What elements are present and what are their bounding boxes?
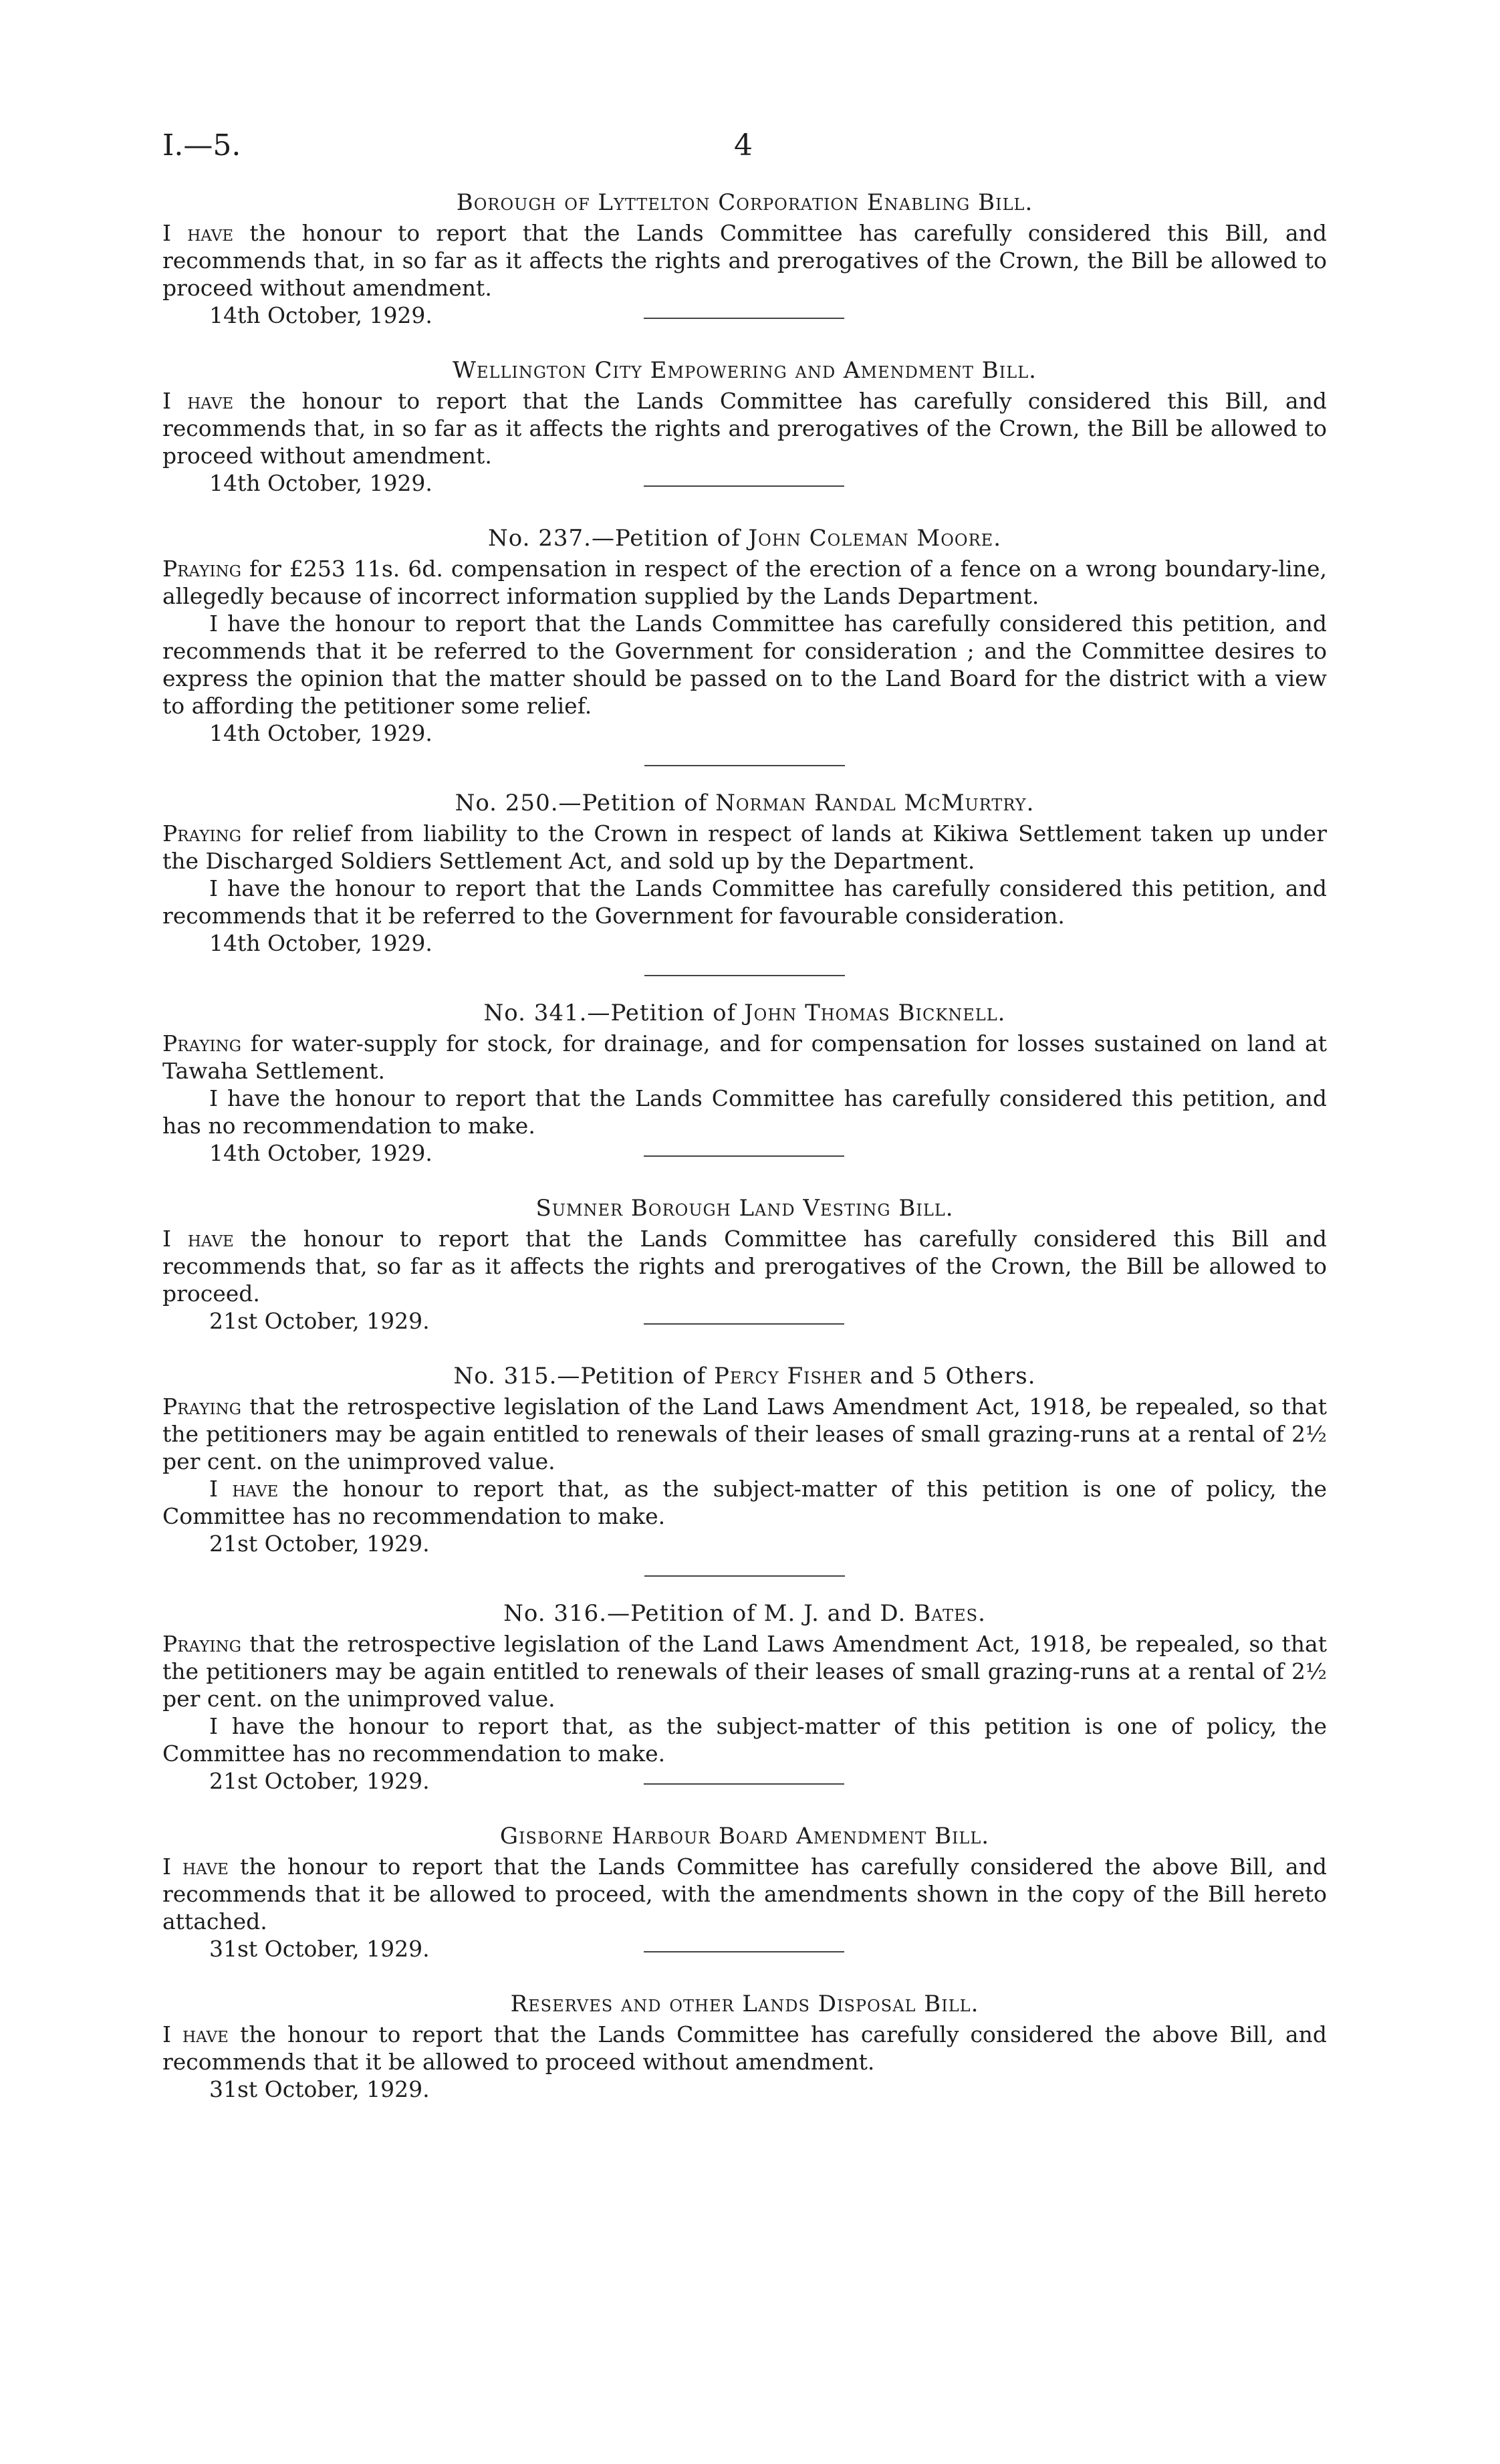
section-body — [162, 219, 1327, 302]
section-body — [162, 1030, 1327, 1085]
title-text: No. 250.—Petition of — [455, 790, 716, 816]
section-title: Sumner Borough Land Vesting Bill. — [535, 1195, 954, 1222]
section-title: Wellington City Empowering and Amendment Bill. — [453, 357, 1037, 384]
title-suffix: and 5 Others. — [862, 1363, 1036, 1389]
section-title — [162, 999, 1327, 1027]
report-date: 31st October, 1929. — [209, 1936, 430, 1962]
report-section — [162, 189, 1327, 330]
title-text: No. 315.—Petition of — [453, 1363, 714, 1389]
lead-words: I have — [162, 2021, 229, 2047]
committee-report: I have the honour to report that the Lands Committee has carefully considered this petition, and recommends that it be referred to the Government for consideration ; and the Committee desires to express the opinion that the matter should be passed on to the Land Board for the district with a view to affording the petitioner some relief. — [162, 610, 1327, 719]
lead-words: I have — [209, 1476, 279, 1502]
committee-report — [162, 1475, 1327, 1530]
lead-words: I have — [162, 220, 234, 246]
body-text: the honour to report that the Lands Committee has carefully considered the above Bill, and recommends that it be allowed to proceed, with the amendments shown in the copy of the Bill hereto attached. — [162, 1854, 1327, 1934]
body-text: for water-supply for stock, for drainage, and for compensation for losses sustained on land at Tawaha Settlement. — [162, 1030, 1327, 1084]
body-text: that the retrospective legislation of the Land Laws Amendment Act, 1918, be repealed, so that the petitioners may be again entitled to renewals of their leases of small grazing-runs at a rental of 2½ per cent. on the unimproved value. — [162, 1393, 1327, 1474]
separator-rule — [644, 975, 845, 976]
separator-rule — [644, 485, 844, 487]
lead-words: I have — [162, 1854, 229, 1880]
separator-rule — [644, 1155, 844, 1157]
separator-rule — [644, 1323, 844, 1325]
section-title — [162, 1599, 1327, 1628]
separator-rule — [644, 318, 844, 319]
section-title: Borough of Lyttelton Corporation Enabling Bill. — [456, 189, 1033, 216]
petitioner-name: Percy Fisher — [713, 1363, 862, 1389]
separator-rule — [644, 765, 845, 766]
lead-words: Praying — [162, 1393, 241, 1420]
petitioner-name: Bates. — [914, 1600, 986, 1627]
paper-reference: I.—5. — [162, 128, 241, 162]
body-text: the honour to report that the Lands Committee has carefully considered this Bill, and recommends that, in so far as it affects the rights and prerogatives of the Crown, the Bill be allowed to proceed without amendment. — [162, 220, 1327, 301]
section-title: Gisborne Harbour Board Amendment Bill. — [499, 1823, 990, 1850]
date-row — [162, 929, 1327, 958]
body-text: for £253 11s. 6d. compensation in respect of the erection of a fence on a wrong boundary-line, allegedly because of incorrect information supplied by the Lands Department. — [162, 556, 1327, 609]
date-row — [162, 1139, 1327, 1167]
report-section — [162, 1599, 1327, 1795]
body-text: the honour to report that the Lands Committee has carefully considered this Bill and recommends that, so far as it affects the rights and prerogatives of the Crown, the Bill be allowed to proceed. — [162, 1226, 1327, 1307]
report-date: 31st October, 1929. — [209, 2076, 430, 2102]
report-section — [162, 356, 1327, 497]
date-row — [162, 302, 1327, 330]
report-section — [162, 999, 1327, 1167]
date-row — [162, 1307, 1327, 1335]
lead-words: Praying — [162, 1030, 241, 1056]
report-date: 21st October, 1929. — [209, 1531, 430, 1557]
section-body — [162, 387, 1327, 469]
lead-words: I have — [162, 1226, 234, 1252]
separator-rule — [644, 1575, 845, 1577]
section-title: Reserves and other Lands Disposal Bill. — [510, 1991, 979, 2017]
report-date: 14th October, 1929. — [209, 930, 432, 956]
section-body — [162, 820, 1327, 875]
body-text: that the retrospective legislation of the Land Laws Amendment Act, 1918, be repealed, so that the petitioners may be again entitled to renewals of their leases of small grazing-runs at a rental of 2½ per cent. on the unimproved value. — [162, 1631, 1327, 1712]
report-section — [162, 1194, 1327, 1335]
date-row — [162, 2076, 1327, 2104]
report-section — [162, 1990, 1327, 2104]
section-body — [162, 1225, 1327, 1307]
report-date: 14th October, 1929. — [209, 1140, 432, 1166]
separator-rule — [644, 1951, 844, 1952]
lead-words: Praying — [162, 820, 241, 847]
section-title — [162, 524, 1327, 552]
petitioner-name: John Thomas Bicknell. — [744, 1000, 1006, 1026]
report-section — [162, 789, 1327, 976]
body-text: for relief from liability to the Crown in respect of lands at Kikiwa Settlement taken up under the Discharged Soldiers Settlement Act, and sold up by the Department. — [162, 820, 1327, 874]
title-text: No. 341.—Petition of — [483, 1000, 745, 1026]
section-body — [162, 1630, 1327, 1712]
date-row — [162, 1935, 1327, 1963]
report-date: 14th October, 1929. — [209, 302, 432, 328]
section-body — [162, 1393, 1327, 1475]
section-body — [162, 2021, 1327, 2076]
report-section — [162, 1822, 1327, 1963]
lead-words: Praying — [162, 1631, 241, 1657]
committee-report: I have the honour to report that the Lands Committee has carefully considered this petition, and has no recommendation to make. — [162, 1085, 1327, 1139]
section-title — [162, 1362, 1327, 1390]
section-body — [162, 555, 1327, 610]
section-title — [162, 789, 1327, 817]
petitioner-name: Norman Randal McMurtry. — [715, 790, 1035, 816]
separator-rule — [644, 1783, 844, 1785]
section-body — [162, 1853, 1327, 1935]
lead-words: Praying — [162, 556, 241, 582]
body-text: the honour to report that the Lands Committee has carefully considered this Bill, and recommends that, in so far as it affects the rights and prerogatives of the Crown, the Bill be allowed to proceed without amendment. — [162, 388, 1327, 469]
body-text: the honour to report that, as the subject-matter of this petition is one of policy, the Committee has no recommendation to make. — [162, 1476, 1327, 1529]
title-text: No. 316.—Petition of M. J. and D. — [503, 1600, 914, 1627]
report-section — [162, 524, 1327, 766]
date-row — [162, 719, 1327, 748]
body-text: the honour to report that the Lands Committee has carefully considered the above Bill, and recommends that it be allowed to proceed without amendment. — [162, 2021, 1327, 2075]
committee-report: I have the honour to report that, as the subject-matter of this petition is one of policy, the Committee has no recommendation to make. — [162, 1713, 1327, 1767]
date-row — [162, 1530, 1327, 1558]
report-column — [162, 189, 1327, 2104]
page-number: 4 — [734, 128, 753, 162]
report-date: 14th October, 1929. — [209, 720, 432, 746]
committee-report: I have the honour to report that the Lands Committee has carefully considered this petition, and recommends that it be referred to the Government for favourable consideration. — [162, 875, 1327, 929]
lead-words: I have — [162, 388, 234, 414]
report-date: 21st October, 1929. — [209, 1308, 430, 1334]
report-section — [162, 1362, 1327, 1577]
date-row — [162, 469, 1327, 497]
petitioner-name: John Coleman Moore. — [748, 525, 1001, 552]
report-date: 21st October, 1929. — [209, 1768, 430, 1794]
title-text: No. 237.—Petition of — [488, 525, 749, 552]
date-row — [162, 1767, 1327, 1795]
report-date: 14th October, 1929. — [209, 470, 432, 496]
